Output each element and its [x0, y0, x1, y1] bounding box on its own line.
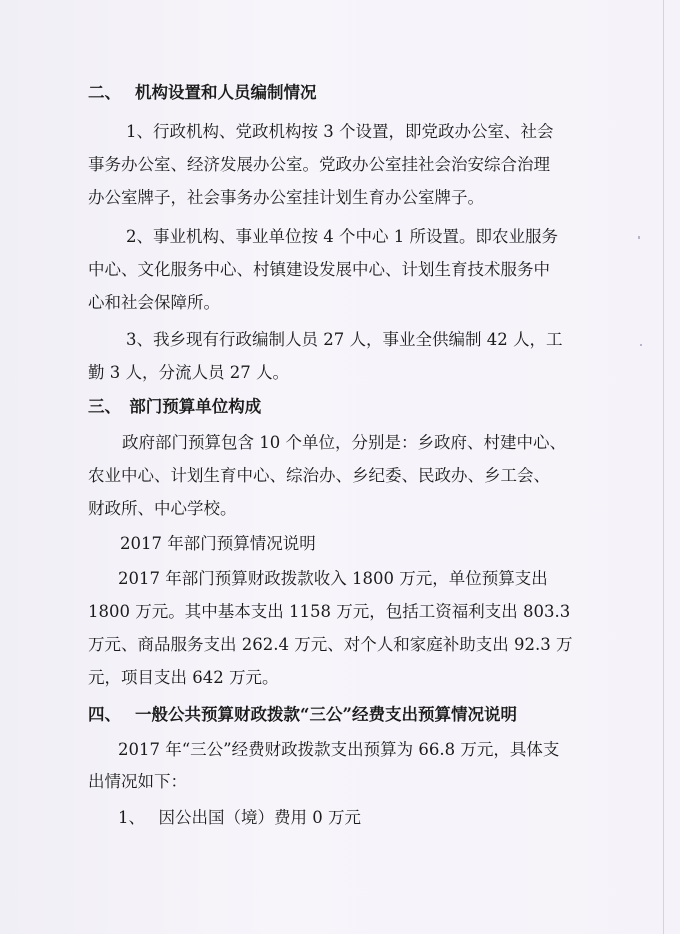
page-edge-line: [663, 0, 664, 934]
paragraph-line: 政府部门预算包含 10 个单位，分别是：乡政府、村建中心、: [122, 433, 566, 452]
paragraph-line: 勤 3 人，分流人员 27 人。: [88, 363, 289, 382]
list-item: 1、 因公出国（境）费用 0 万元: [118, 808, 361, 827]
paragraph-line: 办公室牌子，社会事务办公室挂计划生育办公室牌子。: [88, 188, 484, 207]
paragraph-line: 万元、商品服务支出 262.4 万元、对个人和家庭补助支出 92.3 万: [88, 635, 573, 654]
paragraph-line: 2017 年部门预算财政拨款收入 1800 万元，单位预算支出: [118, 569, 548, 588]
paragraph-line: 心和社会保障所。: [88, 293, 220, 312]
scan-speck: [638, 236, 640, 239]
paragraph-line: 1800 万元。其中基本支出 1158 万元，包括工资福利支出 803.3: [88, 602, 571, 621]
subsection-title: 2017 年部门预算情况说明: [120, 534, 316, 553]
paragraph-line: 2017 年“三公”经费财政拨款支出预算为 66.8 万元，具体支: [118, 740, 560, 759]
section-heading-3: 三、 部门预算单位构成: [88, 397, 262, 416]
paragraph-line: 1、行政机构、党政机构按 3 个设置，即党政办公室、社会: [126, 122, 554, 141]
section-heading-4: 四、 一般公共预算财政拨款“三公”经费支出预算情况说明: [88, 705, 517, 724]
paragraph-line: 出情况如下：: [88, 772, 187, 791]
scan-speck: [640, 344, 642, 346]
paragraph-line: 农业中心、计划生育中心、综治办、乡纪委、民政办、乡工会、: [88, 466, 550, 485]
section-heading-2: 二、 机构设置和人员编制情况: [88, 83, 317, 102]
paragraph-line: 中心、文化服务中心、村镇建设发展中心、计划生育技术服务中: [88, 260, 550, 279]
paragraph-line: 财政所、中心学校。: [88, 499, 237, 518]
paragraph-line: 2、事业机构、事业单位按 4 个中心 1 所设置。即农业服务: [126, 227, 558, 246]
paragraph-line: 元，项目支出 642 万元。: [88, 668, 279, 687]
paragraph-line: 3、我乡现有行政编制人员 27 人，事业全供编制 42 人，工: [126, 330, 563, 349]
paragraph-line: 事务办公室、经济发展办公室。党政办公室挂社会治安综合治理: [88, 155, 550, 174]
